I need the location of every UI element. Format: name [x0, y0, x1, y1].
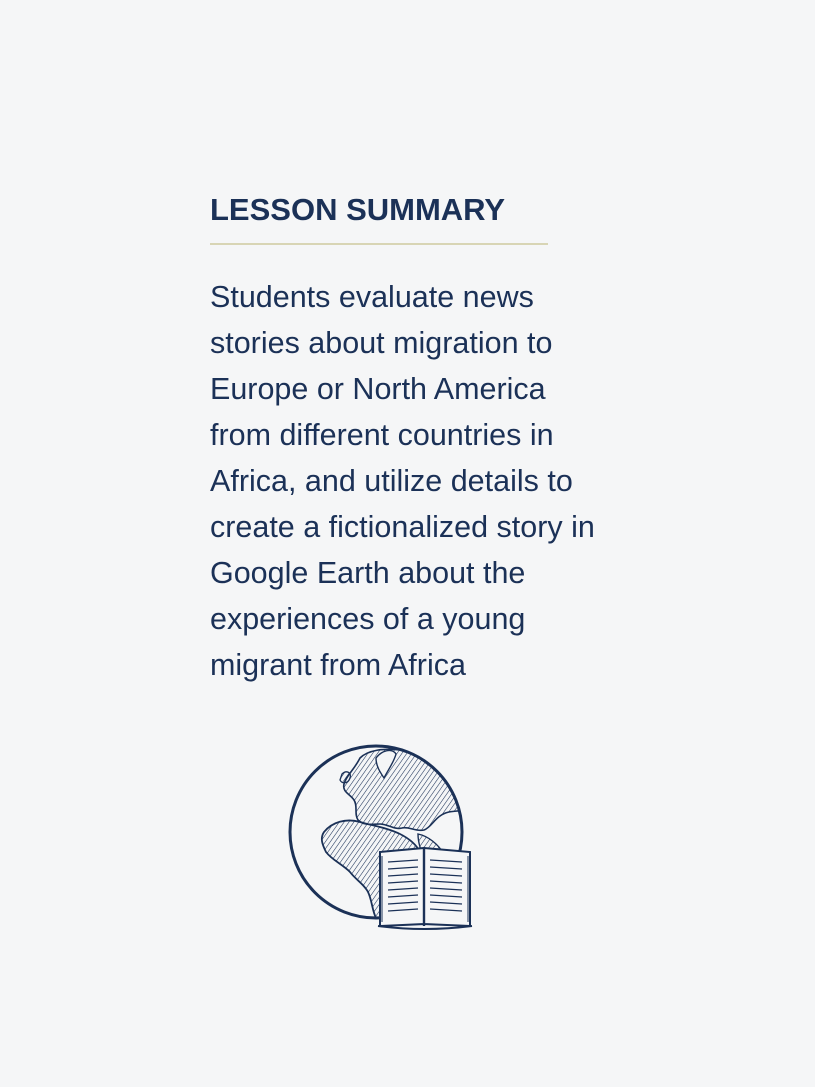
globe-book-illustration — [284, 740, 484, 930]
british-isles — [340, 772, 350, 783]
section-heading: LESSON SUMMARY — [210, 192, 506, 227]
summary-text: Students evaluate news stories about migration to Europe or North America from different countries in Africa, and utilize details to create a fictionalized story in Google Earth about the experiences of a young migrant from Africa — [210, 280, 595, 682]
open-book-icon — [378, 848, 472, 929]
lesson-summary-section — [210, 188, 630, 688]
heading-divider — [210, 243, 548, 245]
europe-landmass — [344, 749, 464, 830]
globe-with-open-book-icon — [284, 740, 484, 930]
